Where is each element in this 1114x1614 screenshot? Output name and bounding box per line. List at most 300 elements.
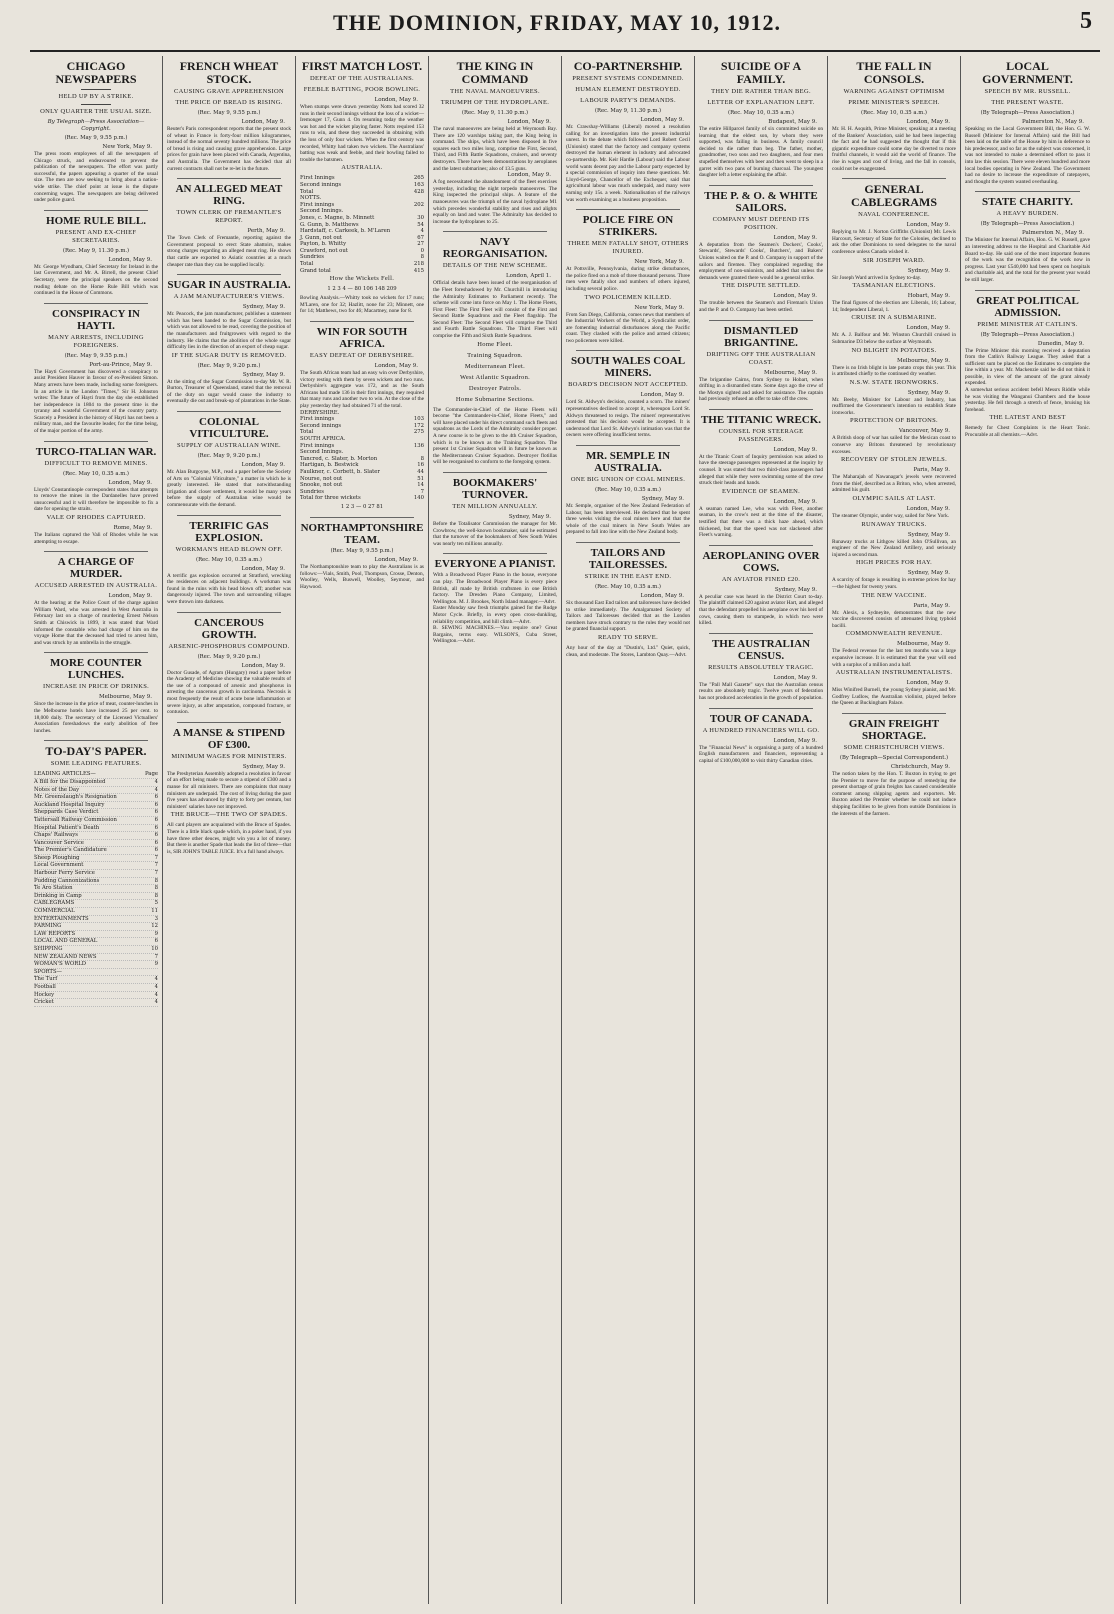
feature-label: Pudding Cannonizations [34,877,100,884]
article-body: The notion taken by the Hon. T. Buxton in trying to get the Premier to move for the purpose of remedying the present shortage of grain freights has caused considerable comment among shipping agents and exporters. Mr. Buxton asked the Premier whether he could not induce shipping facilities to be given from outside Dominions in the interests of the farmers. [832,770,956,817]
article-murder [34,556,158,646]
score-row [300,410,424,417]
dateline: Paris, May 9. [913,602,950,609]
article-suicide [699,60,823,179]
feature-item [34,992,158,1000]
subheadline: SPEECH BY MR. RUSSELL. [984,88,1071,95]
article-census [699,638,823,702]
feature-item [34,938,158,946]
separator [576,445,680,446]
score-row [300,189,424,196]
score-row [300,215,424,222]
dateline: Perth, May 9. [247,228,285,235]
article-body: Mr. Beeby, Minister for Labour and Industry, has reaffirmed the Government's intention to establish State ironworks. [832,396,956,416]
dateline: Palmerston N., May 9. [1022,119,1084,125]
feature-label: Harbour Ferry Service [34,870,95,877]
headline: TOUR OF CANADA. [709,712,813,725]
headline: CHICAGO NEWSPAPERS [55,59,137,86]
score-row [300,228,424,235]
feature-label: LOCAL AND GENERAL [34,938,98,945]
score-value: 16 [417,462,424,469]
column-4 [429,56,562,1604]
feature-label: Drinking in Camp [34,892,82,899]
dateline: Paris, May 9. [913,467,950,474]
score-row [300,222,424,229]
headline: NAVY REORGANISATION. [442,236,548,261]
article-navy-reorganisation [433,236,557,466]
section-heading: Mediterranean Fleet. [464,362,526,370]
score-row [300,462,424,469]
subheadline: THE NEW VACCINE. [861,591,927,599]
score-value: 44 [417,468,424,475]
score-value: 30 [417,214,424,221]
separator [177,612,281,613]
score-label: Total [300,188,314,195]
feature-label: Mr. Greenslaugh's Resignation [34,794,117,801]
article-body: A terrific gas explosion occurred at Stratford, wrecking the residences on adjacent buildings. A workman was found in the ruins with his head blown off; another was dangerously injured. The town and surrounding villages were thrown into darkness. [167,572,291,605]
score-value: 51 [417,475,424,482]
feature-page: 8 [154,892,158,899]
article-french-wheat [167,60,291,172]
headline: MR. SEMPLE IN AUSTRALIA. [585,450,671,475]
article-body: When stumps were drawn yesterday Notts had scored 32 runs in their second innings without the loss of a wicket—Iremonger 17, Gunn 4. On resuming today the weather was hot and the wicket playing faster. Notts required 153 runs to win, and these they succeeded in obtaining with the loss of only four wickets. When the first century was recorded, Whitty had taken two wickets. The Australians' batting was weak and feeble, and their bowling failed to trouble the batsmen. [300,104,424,163]
article-bookmakers [433,477,557,547]
received-time: (By Telegraph—Press Association.) [980,331,1075,338]
separator [576,542,680,543]
article-body: There is no Irish blight in late potato crops this year. This is attributed chiefly to the continued dry weather. [832,364,956,378]
article-body: Mr. Alexis, a Sydneyite, demonstrates that the new vaccine discovered consists of attenuated living typhoid bacilli. [832,609,956,629]
dateline: London, May 9. [241,462,285,469]
separator [177,274,281,275]
article-body: Replying to Mr. J. Norton Griffiths (Unionist) Mr. Lewis Harcourt, Secretary of State for the Colonies, declined to ask the other Dominions to send delegates to the naval conference unless Canada wished it. [832,229,956,255]
dateline: London, May 9. [108,256,152,263]
feature-label: Tattersall Railway Commission [34,816,117,823]
feature-page: 3 [154,915,158,922]
feature-item [34,969,158,977]
score-row [300,254,424,261]
separator [177,515,281,516]
separator [709,320,813,321]
section-heading: Home Submarine Sections. [455,395,535,403]
subheadline: PRESENT SYSTEMS CONDEMNED. [572,75,684,82]
score-value: 7 [420,488,424,495]
score-value [410,449,424,456]
feature-item [34,878,158,886]
feature-label: FARMING [34,923,62,930]
subheadline: HELD UP BY A STRIKE. [58,93,134,100]
separator [44,652,148,653]
article-south-africa [300,326,424,511]
article-home-rule [34,215,158,297]
feature-item [34,855,158,863]
dateline: Budapest, May 9. [768,119,817,125]
subheadline: COMMONWEALTH REVENUE. [845,630,943,638]
section-heading: Destroyer Patrols. [468,384,522,392]
article-body: Before the Totalisator Commission the manager for Mr. Crowbrow, the well-known bookmaker, said he estimated that the turnover of the bookmakers of New South Wales was nearly ten millions annually. [433,521,557,547]
feature-page: 7 [154,870,158,877]
article-manse-stipend [167,727,291,856]
feature-label: SPORTS— [34,968,62,975]
wickets-title: How the Wickets Fell. [329,275,395,283]
subheadline: SOME CHRISTCHURCH VIEWS. [843,743,945,751]
article-body: The Northamptonshire team to play the Australians is as follows:—Vials, Smith, Pool, Thompson, Crosse, Denton, Woolley, Wells, Buswell, Woolley, Seymour, and Haywood. [300,563,424,590]
subheadline: PRIME MINISTER AT CATLIN'S. [977,320,1078,328]
received-time: (Rec. May 9, 9.55 p.m.) [197,110,261,116]
subheadline: ARSENIC-PHOSPHORUS COMPOUND. [168,642,290,650]
subheadline: NO BLIGHT IN POTATOES. [851,346,937,354]
subheadline: DIFFICULT TO REMOVE MINES. [44,459,148,467]
headline: SUICIDE OF A FAMILY. [720,59,802,86]
dateline: London, May 9. [507,119,551,125]
scorecard-title: AUSTRALIA. [341,164,383,172]
feature-item [34,779,158,787]
score-label: Second Innings. [300,208,344,215]
feature-item [34,802,158,810]
score-row [300,208,424,215]
score-label: Total for three wickets [300,495,361,502]
headline: CO-PARTNERSHIP. [573,59,683,73]
article-body: At Pottsville, Pennsylvania, during strike disturbances, the police fired on a mob of three thousand persons. Three men were fatally shot and numbers of others injured, including several police. [566,266,690,292]
dateline: Dunedin, May 9. [1037,340,1084,347]
feature-item [34,771,158,779]
score-label: Sundries [300,254,324,261]
article-grain-freight [832,718,956,817]
column-3 [296,56,429,1604]
feature-label: Vancouver Service [34,839,84,846]
subheadline: PRIME MINISTER'S SPEECH. [848,99,940,106]
subheadline: THE BRUCE—THE TWO OF SPADES. [170,811,288,819]
score-row [300,195,424,202]
feature-page: 6 [154,801,158,808]
article-body: Lloyds' Constantinople correspondent states that attempts to remove the mines in the Dardanelles have proved unsuccessful and it will therefore be impossible to fix a date for opening the straits. [34,486,158,513]
received-time: (Rec. May 9, 11.30 p.m.) [62,247,130,254]
article-titanic [699,414,823,539]
subheadline: OLYMPIC SAILS AT LAST. [852,495,936,503]
dateline: Rome, May 9. [113,525,152,532]
subheadline: MINIMUM WAGES FOR MINISTERS. [171,752,287,760]
article-body: Mr. Alan Burgoyne, M.P., read a paper before the Society of Arts on "Colonial Viticulture," a matter in which he is greatly interested. He stated that notwithstanding irrigation and closer settlement, it would be many years before the supply of Australian wine would be commensurate with the demand. [167,469,291,509]
feature-page: 6 [154,847,158,854]
advertisement-body: Easter Monday saw fresh triumphs gained for the Rudge Motor Cycle. Briefly, in every open cross-dunkling, reliability competition, and hill climb.—Advt. [433,605,557,625]
article-body: The naval manoeuvres are being held at Weymouth Bay. There are 120 warships taking part, the King being in command. The ships, which have been disposed in five squares each two miles long, comprise the First, Second, Third, and Fifth Battle Squadrons, cruisers, and seventy destroyers. There have been demonstrations by aeroplanes and the latest submarines; also of 13.5 guns. [433,126,557,172]
article-gas-explosion [167,520,291,606]
article-police-fire [566,214,690,344]
score-label: SOUTH AFRICA. [300,435,346,442]
dateline: London, May 9. [640,593,684,599]
subheadline: READY TO SERVE. [597,633,659,641]
score-row [300,416,424,423]
score-label: Hartigan, b. Bestwick [300,462,359,469]
subheadline: THE DISPUTE SETTLED. [721,282,801,290]
dateline: London, May 9. [773,293,817,300]
score-label: Second innings [300,422,342,429]
separator [177,178,281,179]
headline: THE FALL IN CONSOLS. [856,59,932,86]
feature-item [34,832,158,840]
feature-item [34,999,158,1007]
headline: SOUTH WALES COAL MINERS. [570,355,686,380]
separator [44,441,148,442]
dateline: Port-au-Prince, May 9. [89,361,152,368]
feature-item [34,840,158,848]
received-time: (By Telegraph—Press Association.) [980,221,1075,228]
feature-page: 8 [154,885,158,892]
feature-label: Te Aro Station [34,885,73,892]
subheadline: COUNSEL FOR STEERAGE PASSENGERS. [718,427,804,443]
feature-item [34,847,158,855]
subheadline: DRIFTING OFF THE AUSTRALIAN COAST. [706,350,816,366]
feature-page: 4 [154,999,158,1006]
subheadline: AUSTRALIAN INSTRUMENTALISTS. [835,669,953,677]
subheadline: THE PRESENT WASTE. [991,99,1064,106]
score-value: 0 [420,247,424,254]
headline: CANCEROUS GROWTH. [194,616,264,641]
byline: By Telegraph—Press Association—Copyright. [47,119,145,132]
feature-label: The Premier's Candidature [34,847,107,854]
article-northamptonshire [300,522,424,590]
score-row [300,268,424,275]
headline: SUGAR IN AUSTRALIA. [167,279,291,292]
score-row [300,456,424,463]
subheadline: TASMANIAN ELECTIONS. [852,282,936,290]
received-time: (Rec. May 9, 9.20 p.m.) [197,653,261,660]
separator [842,713,946,714]
score-label: G. Gunn, b. Matthews [300,221,359,228]
feature-item [34,885,158,893]
article-aeroplaning [699,550,823,627]
feature-item [34,893,158,901]
received-time: (Rec. May 10, 0.35 a.m.) [595,584,661,590]
feature-page: 12 [151,923,158,930]
feature-item [34,900,158,908]
separator [44,740,148,741]
subheadline: EVIDENCE OF SEAMEN. [721,487,801,495]
article-coal-miners [566,355,690,439]
article-body: The Maharajah of Nawanagar's jewels were recovered from the thief, described as a Briton, who, when arrested, admitted his guilt. [832,474,956,494]
article-body: The entire Hillparcel family of six committed suicide on learning that the eldest son, by whom they were supported, was failing in business. A family council decided to die rather than beg. The father, mother, grandmother, two sons and two daughters, and four men stupefied themselves with beer and then went to sleep in a garret with two pans of burning charcoal. The youngest daughter left a letter explaining the affair. [699,126,823,179]
feature-label: Cricket [34,999,54,1006]
headline: MORE COUNTER LUNCHES. [50,657,142,682]
score-label: Second Innings. [300,449,344,456]
feature-label: The Turf [34,976,58,983]
article-chicago-newspapers [34,60,158,204]
score-row [300,241,424,248]
dateline: London, May 9. [640,392,684,399]
advertisement-body: Any hour of the day at "Dustin's, Ltd." Quiet, quick, clean, and moderate. The Stores, Lambton Quay.—Advt. [566,644,690,658]
subheadline: FEEBLE BATTING, POOR BOWLING. [303,86,421,93]
feature-label: Chaps' Railways [34,832,78,839]
separator [443,553,547,554]
headline: GREAT POLITICAL ADMISSION. [976,294,1079,319]
dateline: Sydney, May 9. [907,531,950,538]
headline: POLICE FIRE ON STRIKERS. [582,214,674,239]
score-label: Tancred, c. Slater, b. Morton [300,455,378,462]
headline: A MANSE & STIPEND OF £300. [172,726,286,751]
score-value: 136 [413,442,424,449]
dateline: London, May 9. [906,222,950,229]
feature-label: CABLEGRAMS [34,900,75,907]
headline: THE AUSTRALIAN CENSUS. [711,637,811,662]
dateline: Christchurch, May 9. [890,763,950,770]
feature-label: COMMERCIAL [34,908,75,915]
article-body: The Hayti Government has discovered a conspiracy to assist President Hauver in favour of ex-President Simon. Many arrests have been made, including some foreigners. In an article in the London "Times," Sir H. Johnston writes: The future of Hayti from the day she established her independence in 1804 to the present time is the tyranny and wasteful Government of the country party. Scarcely a President in the history of Hayti has not been a military man, and the favourite leader, for the time being, of the major portion of the army. [34,368,158,435]
feature-item [34,916,158,924]
article-todays-paper [34,745,158,1006]
score-row [300,436,424,443]
dateline: London, May 9. [773,234,817,241]
subheadline: THEY DIE RATHER THAN BEG. [711,88,811,95]
article-body: The brigantine Cairns, from Sydney to Hobart, when drifting in a dismantled state. Some days ago the crew of the Mostyn sighted and asked for assistance. The captain had previously refused an offer to take off the crew. [699,376,823,403]
separator [177,411,281,412]
feature-item [34,976,158,984]
headline: COLONIAL VITICULTURE. [189,416,269,441]
article-canada-tour [699,713,823,765]
dateline: London, May 9. [906,325,950,332]
score-label: Snooke, not out [300,482,343,489]
feature-page: 10 [151,946,158,952]
subheadline: PROTECTION OF BRITONS. [850,417,938,425]
subheadline: EASY DEFEAT OF DERBYSHIRE. [309,352,415,360]
score-label: First innings [300,201,335,208]
score-row [300,202,424,209]
separator [44,303,148,304]
article-body: Mr. Semple, organiser of the New Zealand Federation of Labour, has been interviewed. He declared that he spent three weeks visiting the coal miners here and that the whole of the coal miners in New South Wales are prepared to fall into line with the New Zealand body. [566,503,690,536]
feature-page: 6 [154,816,158,823]
scorecard-table [300,410,424,502]
score-value: 4 [420,228,424,235]
headline: GRAIN FREIGHT SHORTAGE. [848,717,940,742]
subheadline: CAUSING GRAVE APPREHENSION [174,88,284,95]
article-political-admission [965,295,1090,439]
article-body: A fog necessitated the abandonment of the fleet exercises yesterday, including the night torpedo manoeuvres. The King inspected the principal ships. A feature of the manoeuvres was the triumph of the naval hydroplane M1 which precedes wonderful stability and rises and alights equally on land and water. The Admiralty has decided to increase the hydroplanes to 25. [433,179,557,225]
dateline: Hobart, May 9. [907,293,950,300]
article-meat-ring [167,183,291,268]
headline: TAILORS AND TAILORESSES. [588,547,668,571]
subheadline: A HUNDRED FINANCIERS WILL GO. [702,726,820,734]
subheadline: VALE OF RHODES CAPTURED. [46,514,146,522]
subheadline: TWO POLICEMEN KILLED. [584,293,672,301]
headline: STATE CHARITY. [982,196,1073,209]
masthead-rule [30,50,1100,52]
section-heading: Training Squadron. [467,351,523,359]
article-body: Mr. Peacock, the jam manufacturer, publishes a statement which has been handed to the Sugar Commission, but which was not allowed to be read, covering the position of the manufacturers and fruitgrowers with regard to the industry. He claims that the abolition of the whole sugar difficulty lies in the direction of an export of cheap sugar. [167,311,292,351]
score-value: 265 [413,175,424,182]
feature-label: LEADING ARTICLES— [34,771,96,778]
received-time: (Rec. May 10, 0.35 a.m.) [196,556,262,563]
received-time: (Rec. May 9, 11.30 p.m.) [461,110,529,116]
score-label: Nourse, not out [300,475,343,482]
subheadline: TEN MILLION ANNUALLY. [452,503,538,510]
article-body: At the sitting of the Sugar Commission to-day Mr. W. R. Burton, Treasurer of Queensland, stated that the removal of the duty on sugar would cause the industry to eventually die out and break-up of plantations in the State. [167,378,291,405]
score-value: 54 [417,221,424,228]
headline: AN ALLEGED MEAT RING. [175,183,283,208]
subheadline: A JAM MANUFACTURER'S VIEWS. [173,293,285,301]
dateline: Sydney, May 9. [907,267,950,274]
dateline: London, May 9. [374,556,418,563]
feature-page: 4 [154,786,158,793]
score-value: 8 [420,254,424,261]
score-label: Jones, c. Magne, b. Minnett [300,214,375,221]
dateline: London, May 9. [906,506,950,513]
section-heading: Home Fleet. [477,340,513,348]
subheadline: WARNING AGAINST OPTIMISM [843,88,945,95]
columns [30,56,1100,1604]
score-row [300,423,424,430]
subheadline: LETTER OF EXPLANATION LEFT. [707,99,815,106]
score-row [300,495,424,502]
subheadline: NAVAL CONFERENCE. [858,211,930,219]
subheadline: TRIUMPH OF THE HYDROPLANE. [440,99,550,106]
separator [44,551,148,552]
dateline: London, May 9. [108,479,152,486]
feature-label: Notes of the Day [34,786,80,793]
article-body: Mr. H. H. Asquith, Prime Minister, speaking at a meeting of the Bankers' Association, said he had been inspecting the fact and he had suggested the thought that if this gigantic expenditure could some day be diverted to more fruitful channels, it would aid the world of finance. The rise in wages and cost of living, and the fall in consols, could not be exaggerated. [832,126,956,172]
feature-item [34,862,158,870]
feature-item [34,817,158,825]
headline: NORTHAMPTONSHIRE TEAM. [300,521,424,546]
advertisement-body: Remedy for Chest Complaints is the Heart Tonic. Procurable at all chemists.—Advt. [965,425,1090,439]
score-row [300,476,424,483]
subheadline: IF THE SUGAR DUTY IS REMOVED. [171,351,287,359]
received-time: (Rec. May 9, 9.55 p.m.) [330,547,394,554]
feature-label: Hospital Patient's Death [34,824,100,831]
subheadline: INCREASE IN PRICE OF DRINKS. [42,683,150,691]
subheadline: N.S.W. STATE IRONWORKS. [849,378,939,386]
article-body: The steamer Olympic, under way, sailed for New York. [832,513,950,520]
article-body: Sir Joseph Ward arrived in Sydney to-day. [832,274,922,281]
feature-item [34,794,158,802]
score-label: Sundries [300,488,324,495]
dateline: Melbourne, May 9. [764,369,817,376]
headline: GENERAL CABLEGRAMS [850,182,937,210]
score-row [300,235,424,242]
page-number: 5 [1080,8,1092,34]
feature-item [34,809,158,817]
dateline: New York, May 9. [102,144,152,150]
feature-page: 11 [151,908,158,915]
score-label: Crawford, not out [300,247,348,254]
dateline: London, May 9. [241,119,285,125]
score-value [411,208,424,215]
headline: TURCO-ITALIAN WAR. [35,445,157,458]
subheadline: THE PRICE OF BREAD IS RISING. [175,99,283,106]
column-5 [562,56,695,1604]
article-body: The "Pall Mall Gazette" says that the Australian census results are absolutely tragic. Twelve years of federation has not produced acceleration in the growth of population. [699,681,823,701]
score-label: Total [300,429,314,436]
separator [310,517,414,518]
article-body: The Presbyterian Assembly adopted a resolution in favour of an effort being made to secure a stipend of £300 and a manse for all ministers. There are complaints that many ministers are underpaid. The cost of living during the past five years has advanced by thirty to forty per centum, but ministers' salaries have not improved. [167,770,291,810]
dateline: Palmerston N., May 9. [1022,230,1084,237]
score-value: 275 [413,429,424,436]
score-value [410,410,424,417]
dateline: Sydney, May 9. [907,389,950,396]
separator [709,708,813,709]
article-body: Lord St. Aldwyn's decision, counted a scorn. The miners' representatives declined to accept it, whereupon Lord St. Aldwyn threatened to resign. The miners' representatives protested that his decision would be accepted. It is understood that Lord St. Aldwyn's intimation was that the owners were offering insufficient terms. [566,399,690,439]
article-turco-italian [34,446,158,546]
article-body: Mr. Crawshay-Williams (Liberal) moved a resolution calling for an investigation into the present industrial unrest. In the debate which followed Lord Robert Cecil (Unionist) stated that the factory and company systems destroyed the human element in industry and advocated co-partnership. Mr. Keir Hardie (Labour) said the Labour world wants decent pay and the Labour party expected by a special commission of inquiry into these questions. Mr. Lloyd-George, Chancellor of the Exchequer, said that agricultural labour was much underpaid, and many were earning only 15s. a week. Nationalisation of the railways was worth examining as a business proposition. [566,124,690,203]
score-label: Grand total [300,267,331,274]
subheadline: A HEAVY BURDEN. [996,210,1059,218]
score-row [300,482,424,489]
score-value: 202 [413,201,424,208]
divider [81,89,111,90]
score-label: J. Gunn, not out [300,234,343,241]
article-body: Since the increase in the price of meat, counter-lunches in the Melbourne hotels have increased 25 per cent. to 18,000 daily. The secretary of the Licensed Victuallers' Association foreshadows the early abolition of free lunches. [34,701,158,734]
subheadline: AN AVIATOR FINED £20. [721,575,801,583]
article-counter-lunches [34,657,158,734]
score-label: Hardstaff, c. Carkeek, b. M'Laren [300,228,391,235]
subheadline: ONLY QUARTER THE USUAL SIZE. [40,108,152,115]
